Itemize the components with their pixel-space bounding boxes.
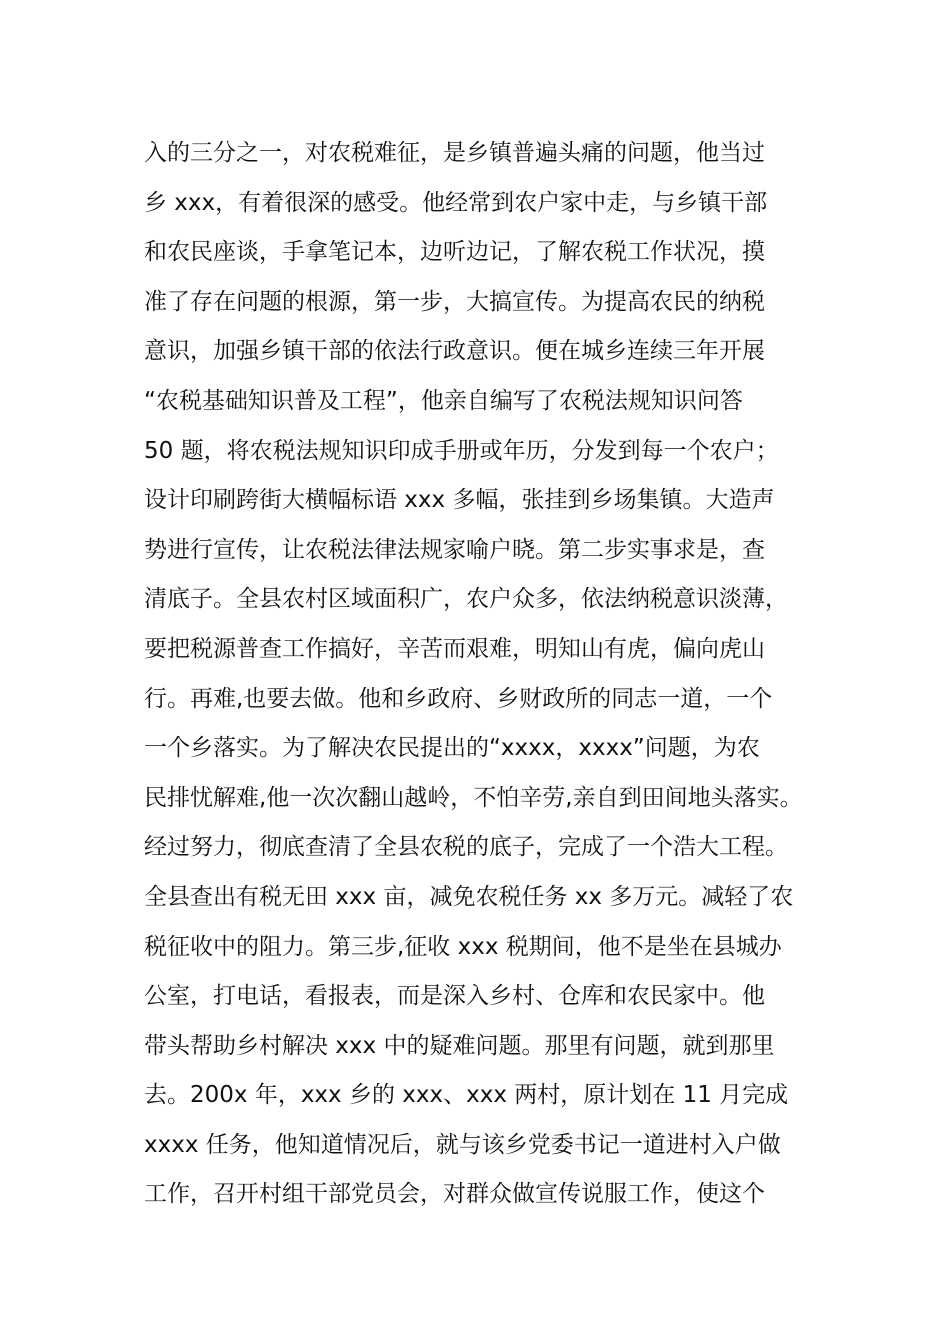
text-line-14: 民排忧解难,他一次次翻山越岭，不怕辛劳,亲自到田间地头落实。 xyxy=(144,784,803,811)
text-line-21: xxxx 任务，他知道情况后，就与该乡党委书记一道进村入户做 xyxy=(144,1131,781,1158)
text-line-13: 一个乡落实。为了解决农民提出的“xxxx，xxxx”问题，为农 xyxy=(144,735,760,762)
text-line-1: 入的三分之一，对农税难征，是乡镇普遍头痛的问题，他当过 xyxy=(144,140,765,166)
text-line-5: 意识，加强乡镇干部的依法行政意识。便在城乡连续三年开展 xyxy=(144,338,765,365)
text-line-15: 经过努力，彻底查清了全县农税的底子，完成了一个浩大工程。 xyxy=(144,834,788,861)
text-line-3: 和农民座谈，手拿笔记本，边听边记，了解农税工作状况，摸 xyxy=(144,239,765,266)
text-line-10: 清底子。全县农村区域面积广，农户众多，依法纳税意识淡薄， xyxy=(144,586,788,613)
text-line-9: 势进行宣传，让农税法律法规家喻户晓。第二步实事求是，查 xyxy=(144,536,765,563)
text-line-19: 带头帮助乡村解决 xxx 中的疑难问题。那里有问题，就到那里 xyxy=(144,1032,775,1059)
text-line-7: 50 题，将农税法规知识印成手册或年历，分发到每一个农户； xyxy=(144,437,779,464)
text-line-8: 设计印刷跨街大横幅标语 xxx 多幅，张挂到乡场集镇。大造声 xyxy=(144,487,775,514)
text-line-12: 行。再难,也要去做。他和乡政府、乡财政所的同志一道，一个 xyxy=(144,685,773,712)
text-line-20: 去。200x 年，xxx 乡的 xxx、xxx 两村，原计划在 11 月完成 xyxy=(144,1082,789,1109)
text-line-6: “农税基础知识普及工程”，他亲自编写了农税法规知识问答 xyxy=(144,387,743,414)
text-line-18: 公室，打电话，看报表，而是深入乡村、仓库和农民家中。他 xyxy=(144,983,765,1010)
text-line-2: 乡 xxx，有着很深的感受。他经常到农户家中走，与乡镇干部 xyxy=(144,189,768,216)
text-line-11: 要把税源普查工作搞好，辛苦而艰难，明知山有虎，偏向虎山 xyxy=(144,635,765,662)
text-line-22: 工作，召开村组干部党员会，对群众做宣传说服工作，使这个 xyxy=(144,1181,765,1208)
text-line-16: 全县查出有税无田 xxx 亩，减免农税任务 xx 多万元。减轻了农 xyxy=(144,883,794,910)
body-text xyxy=(144,129,814,1220)
text-line-17: 税征收中的阻力。第三步,征收 xxx 税期间，他不是坐在县城办 xyxy=(144,933,782,960)
text-line-4: 准了存在问题的根源，第一步，大搞宣传。为提高农民的纳税 xyxy=(144,288,765,315)
